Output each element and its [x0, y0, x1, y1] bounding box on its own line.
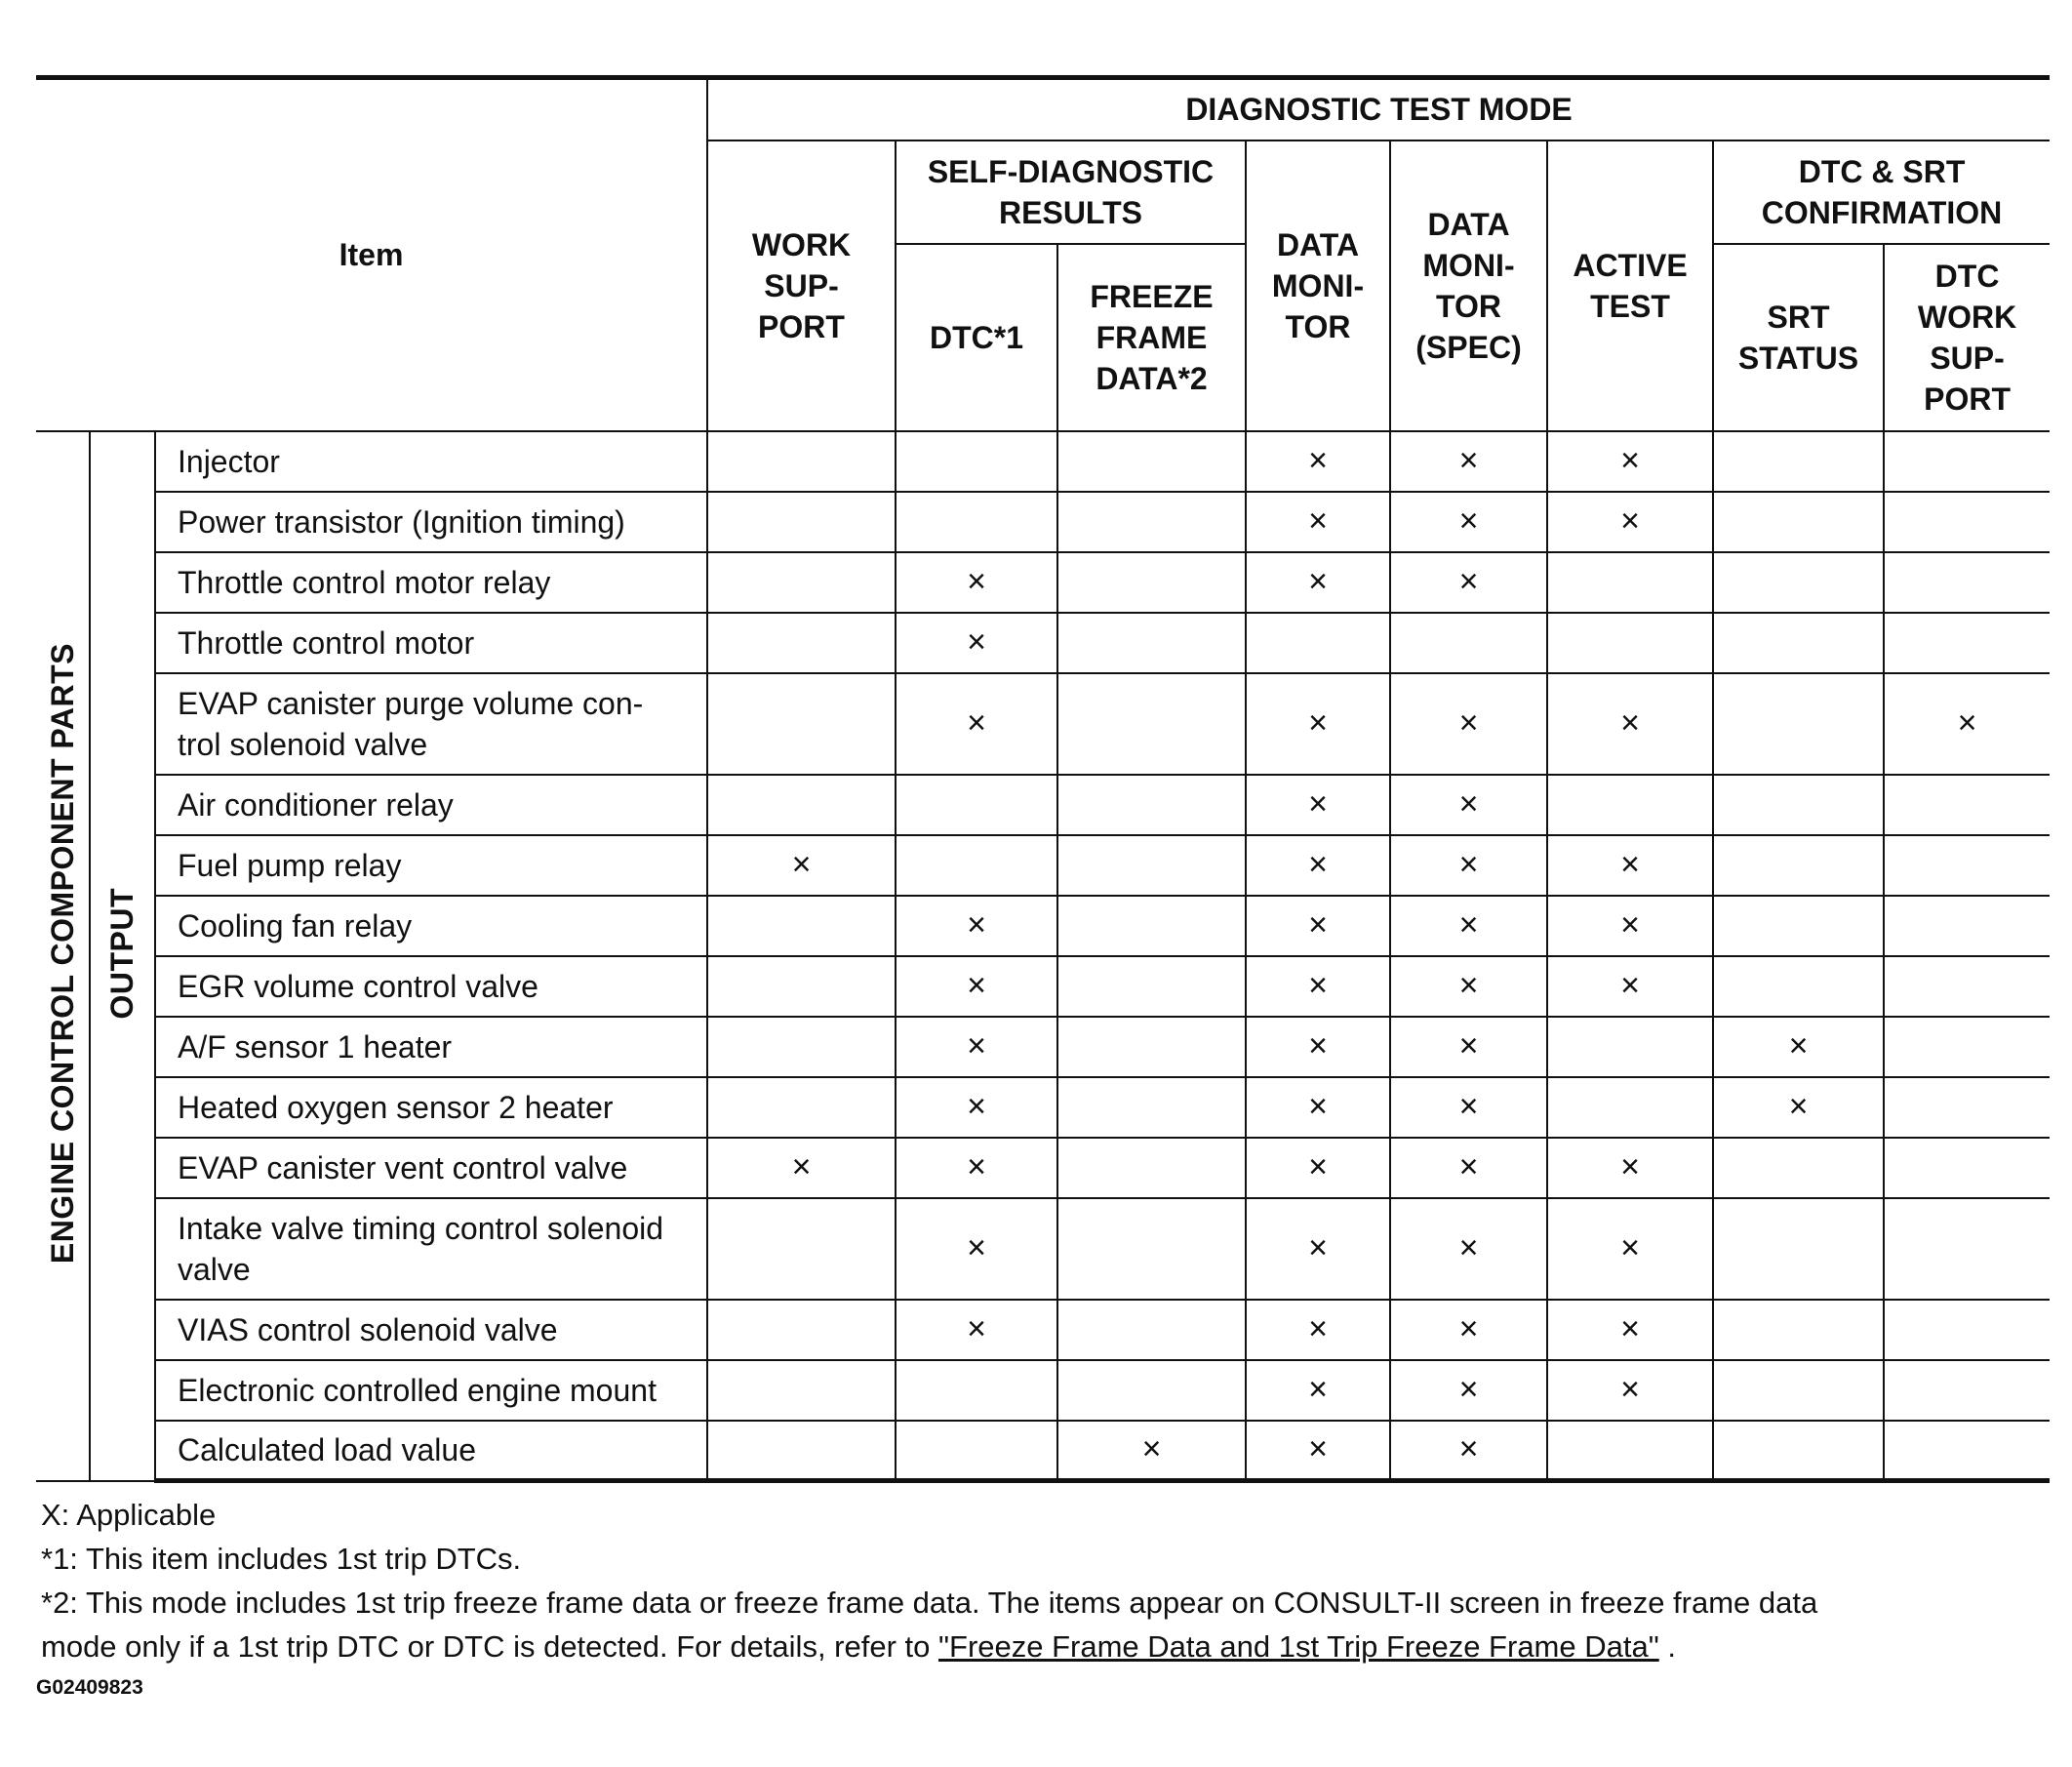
- freeze-frame-data-cell: [1057, 1077, 1246, 1138]
- dtc-cell: [896, 1198, 1057, 1300]
- data-monitor-cell: [1246, 775, 1390, 835]
- data-monitor-spec-cell: [1390, 1077, 1547, 1138]
- data-monitor-spec-cell: [1390, 1198, 1547, 1300]
- engine-control-component-parts-label: [36, 431, 90, 1481]
- data-monitor-cell: [1246, 1017, 1390, 1077]
- data-monitor-header: DATA MONI- TOR: [1246, 141, 1390, 431]
- applicable-mark: ×: [1458, 846, 1479, 883]
- srt-status-header: SRT STATUS: [1713, 244, 1884, 431]
- output-text: OUTPUT: [104, 887, 139, 1020]
- data-monitor-cell: [1246, 492, 1390, 552]
- item-cell: Heated oxygen sensor 2 heater: [155, 1077, 707, 1138]
- table-row: [36, 896, 2050, 956]
- active-test-cell: [1547, 1360, 1713, 1421]
- applicable-mark: ×: [1620, 846, 1640, 883]
- work-support-header: WORK SUP- PORT: [707, 141, 896, 431]
- dtc-work-support-cell: [1884, 956, 2050, 1017]
- freeze-frame-data-cell: [1057, 896, 1246, 956]
- dtc-work-support-cell: [1884, 552, 2050, 613]
- applicable-mark: ×: [1788, 1088, 1809, 1125]
- output-label: [90, 431, 155, 1481]
- table-row: [36, 835, 2050, 896]
- work-support-cell: [707, 552, 896, 613]
- self-diagnostic-results-header: SELF-DIAGNOSTIC RESULTS: [896, 141, 1246, 244]
- applicable-mark: ×: [1620, 1229, 1640, 1266]
- active-test-header: ACTIVE TEST: [1547, 141, 1713, 431]
- dtc-cell: [896, 673, 1057, 775]
- work-support-cell: [707, 673, 896, 775]
- freeze-frame-data-cell: [1057, 956, 1246, 1017]
- data-monitor-spec-cell: [1390, 613, 1547, 673]
- data-monitor-cell: [1246, 613, 1390, 673]
- active-test-cell: [1547, 1017, 1713, 1077]
- srt-status-cell: [1713, 835, 1884, 896]
- dtc-cell: [896, 1077, 1057, 1138]
- work-support-cell: [707, 835, 896, 896]
- dtc-work-support-cell: [1884, 673, 2050, 775]
- srt-status-cell: [1713, 1138, 1884, 1198]
- srt-status-cell: [1713, 1077, 1884, 1138]
- applicable-mark: ×: [1458, 906, 1479, 944]
- item-cell: Air conditioner relay: [155, 775, 707, 835]
- data-monitor-cell: [1246, 835, 1390, 896]
- item-cell: A/F sensor 1 heater: [155, 1017, 707, 1077]
- item-cell: Intake valve timing control solenoid valve: [155, 1198, 707, 1300]
- item-cell: EVAP canister purge volume con- trol solenoid valve: [155, 673, 707, 775]
- srt-status-cell: [1713, 1360, 1884, 1421]
- applicable-mark: ×: [1620, 967, 1640, 1004]
- applicable-mark: ×: [1620, 442, 1640, 479]
- data-monitor-cell: [1246, 956, 1390, 1017]
- dtc-work-support-cell: [1884, 1077, 2050, 1138]
- dtc-cell: [896, 1017, 1057, 1077]
- srt-status-cell: [1713, 896, 1884, 956]
- applicable-mark: ×: [967, 623, 986, 661]
- dtc-srt-confirmation-header: DTC & SRT CONFIRMATION: [1713, 141, 2050, 244]
- item-cell: VIAS control solenoid valve: [155, 1300, 707, 1360]
- data-monitor-cell: [1246, 673, 1390, 775]
- work-support-cell: [707, 775, 896, 835]
- applicable-mark: ×: [1308, 846, 1328, 883]
- dtc-work-support-cell: [1884, 1360, 2050, 1421]
- applicable-mark: ×: [1458, 967, 1479, 1004]
- applicable-mark: ×: [1308, 1088, 1328, 1125]
- diagnostic-test-mode-table: [36, 75, 2050, 1483]
- applicable-mark: ×: [967, 1310, 986, 1347]
- dtc-cell: [896, 1300, 1057, 1360]
- active-test-cell: [1547, 673, 1713, 775]
- work-support-cell: [707, 613, 896, 673]
- applicable-mark: ×: [1458, 1229, 1479, 1266]
- applicable-mark: ×: [791, 1148, 812, 1185]
- engine-control-component-parts-text: ENGINE CONTROL COMPONENT PARTS: [44, 642, 80, 1265]
- table-notes: [41, 1493, 2051, 1668]
- applicable-mark: ×: [1957, 704, 1977, 742]
- dtc-work-support-cell: [1884, 896, 2050, 956]
- item-cell: Throttle control motor: [155, 613, 707, 673]
- work-support-cell: [707, 1300, 896, 1360]
- data-monitor-spec-cell: [1390, 673, 1547, 775]
- applicable-mark: ×: [1458, 1148, 1479, 1185]
- dtc-work-support-cell: [1884, 1017, 2050, 1077]
- dtc-cell: [896, 613, 1057, 673]
- applicable-mark: ×: [1308, 1148, 1328, 1185]
- freeze-frame-data-cell: [1057, 492, 1246, 552]
- applicable-mark: ×: [1308, 1371, 1328, 1408]
- dtc-work-support-cell: [1884, 1198, 2050, 1300]
- dtc-cell: [896, 835, 1057, 896]
- freeze-frame-note-suffix: .: [1658, 1629, 1676, 1664]
- table-row: [36, 1300, 2050, 1360]
- work-support-cell: [707, 1017, 896, 1077]
- dtc-header: DTC*1: [896, 244, 1057, 431]
- table-body: [36, 431, 2050, 1481]
- table-row: [36, 1421, 2050, 1481]
- applicable-mark: ×: [1458, 704, 1479, 742]
- freeze-frame-data-cell: [1057, 1300, 1246, 1360]
- table-row: [36, 956, 2050, 1017]
- item-header: Item: [36, 78, 707, 431]
- applicable-mark: ×: [1458, 785, 1479, 823]
- dtc-cell: [896, 1138, 1057, 1198]
- srt-status-cell: [1713, 673, 1884, 775]
- applicable-mark: ×: [1308, 785, 1328, 823]
- srt-status-cell: [1713, 956, 1884, 1017]
- applicable-mark: ×: [967, 967, 986, 1004]
- freeze-frame-data-cell: [1057, 1360, 1246, 1421]
- data-monitor-spec-cell: [1390, 835, 1547, 896]
- work-support-cell: [707, 1077, 896, 1138]
- applicable-mark: ×: [1620, 502, 1640, 540]
- dtc-cell: [896, 431, 1057, 492]
- active-test-cell: [1547, 775, 1713, 835]
- table-row: [36, 1077, 2050, 1138]
- dtc-work-support-cell: [1884, 1138, 2050, 1198]
- freeze-frame-data-header: FREEZE FRAME DATA*2: [1057, 244, 1246, 431]
- applicable-mark: ×: [1458, 1310, 1479, 1347]
- data-monitor-spec-cell: [1390, 1017, 1547, 1077]
- applicable-mark: ×: [1620, 1148, 1640, 1185]
- srt-status-cell: [1713, 552, 1884, 613]
- applicable-mark: ×: [1308, 967, 1328, 1004]
- data-monitor-spec-cell: [1390, 492, 1547, 552]
- dtc-cell: [896, 775, 1057, 835]
- srt-status-cell: [1713, 1300, 1884, 1360]
- applicable-mark: ×: [1620, 1310, 1640, 1347]
- applicable-note: X: Applicable: [41, 1498, 217, 1532]
- item-cell: Calculated load value: [155, 1421, 707, 1481]
- figure-code: G02409823: [36, 1676, 143, 1699]
- freeze-frame-data-link[interactable]: "Freeze Frame Data and 1st Trip Freeze Frame Data": [938, 1629, 1659, 1664]
- item-cell: EGR volume control valve: [155, 956, 707, 1017]
- applicable-mark: ×: [967, 704, 986, 742]
- active-test-cell: [1547, 1077, 1713, 1138]
- applicable-mark: ×: [1308, 1310, 1328, 1347]
- work-support-cell: [707, 1421, 896, 1481]
- diagnostic-test-mode-header: DIAGNOSTIC TEST MODE: [707, 78, 2050, 141]
- data-monitor-cell: [1246, 896, 1390, 956]
- applicable-mark: ×: [1458, 1027, 1479, 1064]
- table-row: [36, 775, 2050, 835]
- freeze-frame-data-cell: [1057, 835, 1246, 896]
- active-test-cell: [1547, 1138, 1713, 1198]
- item-cell: Electronic controlled engine mount: [155, 1360, 707, 1421]
- dtc-cell: [896, 492, 1057, 552]
- srt-status-cell: [1713, 775, 1884, 835]
- active-test-cell: [1547, 492, 1713, 552]
- applicable-mark: ×: [1458, 502, 1479, 540]
- work-support-cell: [707, 956, 896, 1017]
- freeze-frame-data-cell: [1057, 1421, 1246, 1481]
- table-row: [36, 613, 2050, 673]
- data-monitor-cell: [1246, 1077, 1390, 1138]
- applicable-mark: ×: [967, 563, 986, 600]
- applicable-mark: ×: [1620, 1371, 1640, 1408]
- work-support-cell: [707, 431, 896, 492]
- data-monitor-cell: [1246, 431, 1390, 492]
- data-monitor-cell: [1246, 1360, 1390, 1421]
- item-cell: Throttle control motor relay: [155, 552, 707, 613]
- active-test-cell: [1547, 613, 1713, 673]
- applicable-mark: ×: [1458, 1371, 1479, 1408]
- data-monitor-spec-cell: [1390, 431, 1547, 492]
- applicable-mark: ×: [1308, 1229, 1328, 1266]
- item-cell: Cooling fan relay: [155, 896, 707, 956]
- table-row: [36, 492, 2050, 552]
- data-monitor-spec-header: DATA MONI- TOR (SPEC): [1390, 141, 1547, 431]
- applicable-mark: ×: [1141, 1430, 1162, 1468]
- table-row: [36, 1360, 2050, 1421]
- dtc-work-support-cell: [1884, 492, 2050, 552]
- item-cell: Injector: [155, 431, 707, 492]
- data-monitor-cell: [1246, 1300, 1390, 1360]
- applicable-mark: ×: [1620, 704, 1640, 742]
- srt-status-cell: [1713, 1421, 1884, 1481]
- applicable-mark: ×: [1620, 906, 1640, 944]
- data-monitor-spec-cell: [1390, 1300, 1547, 1360]
- data-monitor-cell: [1246, 1421, 1390, 1481]
- dtc-cell: [896, 552, 1057, 613]
- dtc-cell: [896, 956, 1057, 1017]
- dtc-work-support-cell: [1884, 1421, 2050, 1481]
- applicable-mark: ×: [1308, 1027, 1328, 1064]
- applicable-mark: ×: [1458, 442, 1479, 479]
- active-test-cell: [1547, 1300, 1713, 1360]
- table-row: [36, 1017, 2050, 1077]
- freeze-frame-data-cell: [1057, 1198, 1246, 1300]
- applicable-mark: ×: [967, 1148, 986, 1185]
- applicable-mark: ×: [1308, 442, 1328, 479]
- freeze-frame-note-line1: *2: This mode includes 1st trip freeze frame data or freeze frame data. The items appear on CONSULT-II screen in freeze frame data: [41, 1586, 1818, 1620]
- applicable-mark: ×: [1308, 563, 1328, 600]
- applicable-mark: ×: [1788, 1027, 1809, 1064]
- work-support-cell: [707, 896, 896, 956]
- data-monitor-spec-cell: [1390, 775, 1547, 835]
- srt-status-cell: [1713, 492, 1884, 552]
- freeze-frame-data-cell: [1057, 673, 1246, 775]
- applicable-mark: ×: [1458, 1088, 1479, 1125]
- freeze-frame-data-cell: [1057, 431, 1246, 492]
- dtc-cell: [896, 1421, 1057, 1481]
- freeze-frame-data-cell: [1057, 1138, 1246, 1198]
- applicable-mark: ×: [1458, 563, 1479, 600]
- dtc-work-support-cell: [1884, 613, 2050, 673]
- table-row: [36, 1138, 2050, 1198]
- table-row: [36, 673, 2050, 775]
- data-monitor-cell: [1246, 1198, 1390, 1300]
- dtc-work-support-cell: [1884, 835, 2050, 896]
- applicable-mark: ×: [1308, 704, 1328, 742]
- active-test-cell: [1547, 896, 1713, 956]
- work-support-cell: [707, 1360, 896, 1421]
- active-test-cell: [1547, 835, 1713, 896]
- applicable-mark: ×: [967, 1229, 986, 1266]
- srt-status-cell: [1713, 431, 1884, 492]
- freeze-frame-note: [41, 1581, 2051, 1668]
- item-cell: Power transistor (Ignition timing): [155, 492, 707, 552]
- work-support-cell: [707, 1138, 896, 1198]
- applicable-mark: ×: [1458, 1430, 1479, 1468]
- table-row: [36, 552, 2050, 613]
- dtc-work-support-header: DTC WORK SUP- PORT: [1884, 244, 2050, 431]
- item-cell: EVAP canister vent control valve: [155, 1138, 707, 1198]
- dtc-note: *1: This item includes 1st trip DTCs.: [41, 1542, 522, 1576]
- dtc-work-support-cell: [1884, 431, 2050, 492]
- freeze-frame-data-cell: [1057, 775, 1246, 835]
- applicable-mark: ×: [791, 846, 812, 883]
- dtc-work-support-cell: [1884, 775, 2050, 835]
- data-monitor-spec-cell: [1390, 1360, 1547, 1421]
- active-test-cell: [1547, 552, 1713, 613]
- srt-status-cell: [1713, 613, 1884, 673]
- data-monitor-cell: [1246, 552, 1390, 613]
- active-test-cell: [1547, 956, 1713, 1017]
- dtc-work-support-cell: [1884, 1300, 2050, 1360]
- srt-status-cell: [1713, 1198, 1884, 1300]
- data-monitor-cell: [1246, 1138, 1390, 1198]
- applicable-mark: ×: [1308, 906, 1328, 944]
- applicable-mark: ×: [1308, 502, 1328, 540]
- applicable-mark: ×: [1308, 1430, 1328, 1468]
- work-support-cell: [707, 1198, 896, 1300]
- freeze-frame-data-cell: [1057, 613, 1246, 673]
- dtc-cell: [896, 896, 1057, 956]
- work-support-cell: [707, 492, 896, 552]
- data-monitor-spec-cell: [1390, 552, 1547, 613]
- srt-status-cell: [1713, 1017, 1884, 1077]
- data-monitor-spec-cell: [1390, 1138, 1547, 1198]
- active-test-cell: [1547, 431, 1713, 492]
- data-monitor-spec-cell: [1390, 956, 1547, 1017]
- item-cell: Fuel pump relay: [155, 835, 707, 896]
- freeze-frame-data-cell: [1057, 1017, 1246, 1077]
- freeze-frame-note-line2: mode only if a 1st trip DTC or DTC is detected. For details, refer to: [41, 1629, 938, 1664]
- dtc-cell: [896, 1360, 1057, 1421]
- applicable-mark: ×: [967, 906, 986, 944]
- active-test-cell: [1547, 1421, 1713, 1481]
- active-test-cell: [1547, 1198, 1713, 1300]
- applicable-mark: ×: [967, 1088, 986, 1125]
- freeze-frame-data-cell: [1057, 552, 1246, 613]
- applicable-mark: ×: [967, 1027, 986, 1064]
- data-monitor-spec-cell: [1390, 896, 1547, 956]
- table-row: [36, 431, 2050, 492]
- table-row: [36, 1198, 2050, 1300]
- data-monitor-spec-cell: [1390, 1421, 1547, 1481]
